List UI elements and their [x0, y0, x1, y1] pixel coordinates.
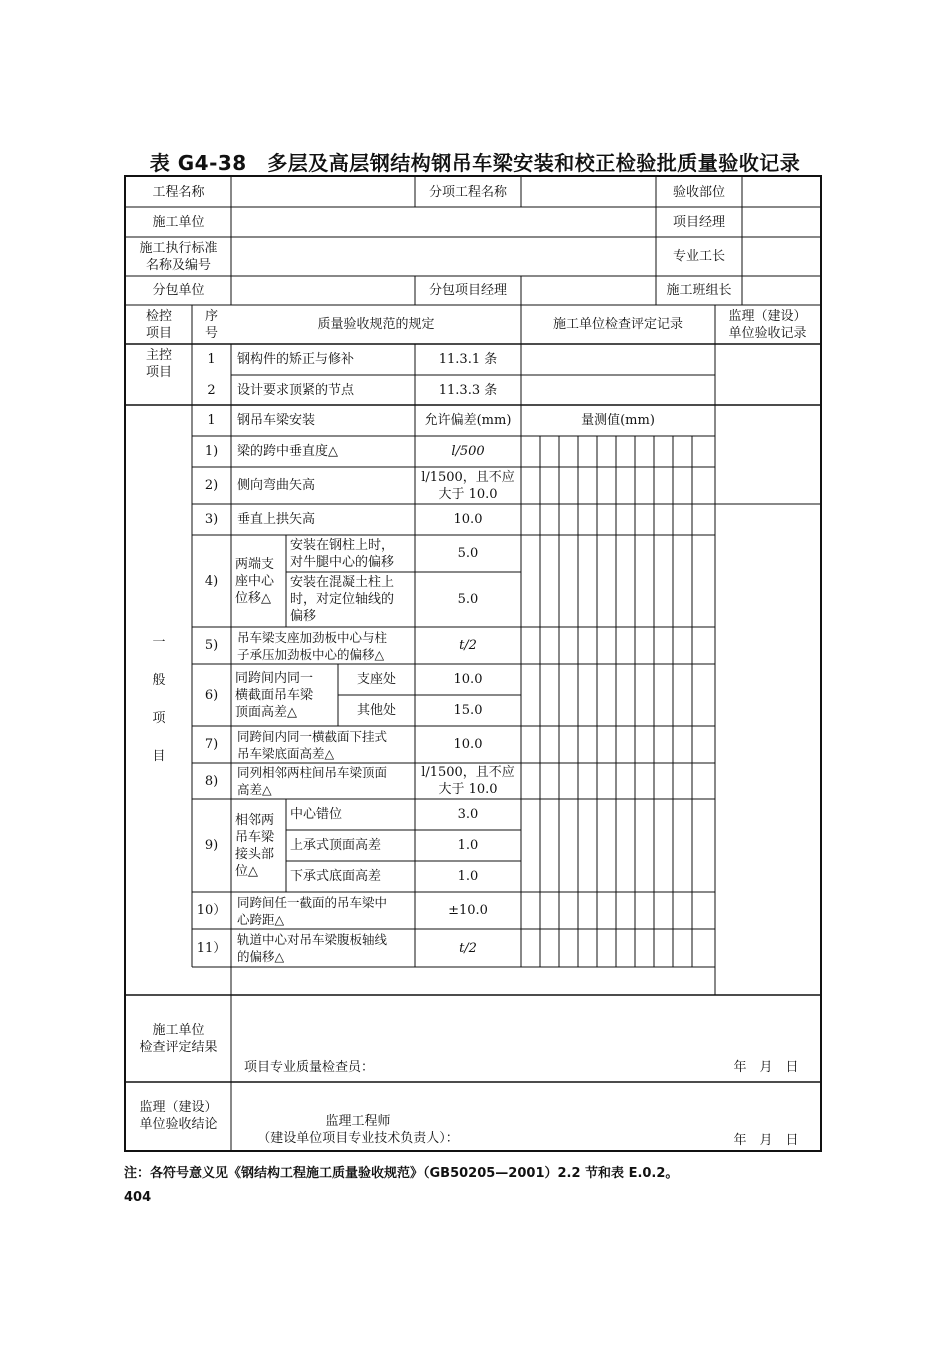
row-6-group: 同跨间内同一 横截面吊车梁 顶面高差△	[235, 670, 314, 720]
row-4-group: 两端支 座中心 位移△	[235, 556, 275, 606]
row-7-no: 7)	[204, 737, 219, 752]
page-title: 表 G4-38 多层及高层钢结构钢吊车梁安装和校正检验批质量验收记录	[149, 151, 801, 175]
row-4-no: 4)	[204, 573, 219, 589]
row-9-no: 9)	[204, 838, 219, 853]
sub-project-manager-label: 分包项目经理	[428, 283, 507, 298]
row-9b-value: 1.0	[457, 838, 479, 853]
row-5-value: t/2	[459, 638, 477, 653]
standard-name-input[interactable]	[231, 237, 656, 276]
row-4b-value: 5.0	[457, 592, 479, 607]
main-row-1-name: 钢构件的矫正与修补	[237, 352, 355, 367]
row-11-no: 11）	[196, 940, 227, 956]
main-row-1-no: 1	[207, 352, 216, 367]
row-1-name: 梁的跨中垂直度△	[237, 444, 338, 459]
row-2-no: 2)	[204, 478, 219, 493]
row-4a-name: 安装在钢柱上时， 对牛腿中心的偏移	[290, 537, 395, 570]
subcontractor-label: 分包单位	[152, 283, 205, 298]
project-manager-label: 项目经理	[672, 214, 725, 230]
row-2-value: l/1500，且不应 大于 10.0	[421, 469, 515, 502]
row-9b-name: 上承式顶面高差	[290, 838, 382, 853]
row-9-group: 相邻两 吊车梁 接头部 位△	[235, 812, 275, 879]
main-row-2-clause: 11.3.3 条	[438, 382, 498, 398]
row-10-no: 10）	[196, 903, 227, 918]
row-8-name: 同列相邻两柱间吊车梁顶面 高差△	[237, 765, 388, 797]
row-9c-value: 1.0	[457, 869, 479, 884]
acceptance-part-label: 验收部位	[672, 184, 725, 200]
team-leader-label: 施工班组长	[666, 283, 732, 298]
construction-result-label: 施工单位 检查评定结果	[139, 1022, 218, 1055]
row-10-name: 同跨间任一截面的吊车梁中 心跨距△	[237, 894, 388, 927]
row-3-name: 垂直上拱矢高	[237, 512, 316, 527]
row-5-no: 5)	[204, 638, 219, 653]
construction-unit-label: 施工单位	[152, 214, 205, 230]
supervision-engineer-label: 监理工程师 （建设单位项目专业技术负责人）：	[257, 1114, 459, 1146]
general-label-1: 一	[152, 634, 166, 650]
main-control-label: 主控 项目	[145, 348, 172, 380]
standard-name-label: 施工执行标准 名称及编号	[139, 240, 218, 273]
row-1-no: 1)	[204, 444, 219, 459]
supervision-date: 年 月 日	[733, 1132, 799, 1148]
row-9a-name: 中心错位	[290, 807, 343, 822]
row-9a-value: 3.0	[457, 807, 479, 822]
construction-date: 年 月 日	[733, 1059, 799, 1075]
main-row-2-no: 2	[207, 382, 216, 398]
project-name-input[interactable]	[231, 177, 415, 207]
project-manager-input[interactable]	[742, 207, 820, 237]
row-9c-name: 下承式底面高差	[290, 869, 382, 884]
row-3-no: 3)	[204, 512, 219, 527]
row-1-value: l/500	[451, 444, 485, 459]
tolerance-header: 允许偏差(mm)	[424, 413, 512, 428]
row-8-value: l/1500，且不应 大于 10.0	[421, 765, 515, 797]
supervision-record-general-field[interactable]	[715, 504, 820, 995]
team-leader-input[interactable]	[742, 276, 820, 305]
general-label-4: 目	[152, 748, 166, 764]
sub-project-name-label: 分项工程名称	[428, 184, 507, 200]
row-10-value: ±10.0	[448, 903, 488, 918]
row-4b-name: 安装在混凝土柱上 时，对定位轴线的 偏移	[290, 575, 395, 624]
col-seq: 序 号	[204, 308, 218, 341]
quality-inspector-label: 项目专业质量检查员：	[244, 1059, 375, 1075]
main-row-1-clause: 11.3.1 条	[438, 352, 498, 367]
subcontractor-input[interactable]	[231, 276, 415, 305]
inspection-record-table	[124, 175, 822, 1152]
row-6b-name: 其他处	[356, 703, 396, 718]
row-6b-value: 15.0	[453, 703, 483, 718]
sub-project-name-input[interactable]	[521, 177, 656, 207]
measured-header: 量测值(mm)	[581, 413, 655, 428]
sub-project-manager-input[interactable]	[521, 276, 656, 305]
row-11-value: t/2	[459, 940, 477, 956]
foreman-label: 专业工长	[672, 249, 725, 264]
row-3-value: 10.0	[453, 512, 483, 527]
construction-unit-input[interactable]	[231, 207, 656, 237]
foreman-input[interactable]	[742, 237, 820, 276]
supervision-record-main-field[interactable]	[715, 344, 820, 504]
row-2-name: 侧向弯曲矢高	[237, 478, 316, 493]
row-11-name: 轨道中心对吊车梁腹板轴线 的偏移△	[237, 932, 388, 964]
project-name-label: 工程名称	[152, 184, 205, 200]
col-spec: 质量验收规范的规定	[317, 317, 435, 332]
row-5-name: 吊车梁支座加劲板中心与柱 子承压加劲板中心的偏移△	[237, 629, 388, 662]
row-6a-name: 支座处	[356, 672, 396, 687]
general-label-3: 项	[152, 710, 166, 726]
supervision-conclusion-label: 监理（建设） 单位验收结论	[139, 1100, 218, 1132]
general-row-1-no: 1	[207, 413, 216, 428]
row-6-no: 6)	[204, 687, 219, 703]
footnote: 注：各符号意义见《钢结构工程施工质量验收规范》（GB50205—2001）2.2 节和表 E.0.2。	[124, 1166, 679, 1181]
main-row-2-name: 设计要求顶紧的节点	[237, 382, 355, 398]
row-4a-value: 5.0	[457, 546, 479, 561]
measured-value-grid	[540, 436, 692, 967]
col-supervision-record: 监理（建设） 单位验收记录	[728, 308, 807, 341]
row-7-value: 10.0	[453, 737, 483, 752]
general-row-1-name: 钢吊车梁安装	[237, 413, 316, 428]
acceptance-part-input[interactable]	[742, 177, 820, 207]
general-label-2: 般	[152, 672, 166, 688]
row-8-no: 8)	[204, 773, 219, 789]
col-check-record: 施工单位检查评定记录	[552, 317, 683, 332]
row-6a-value: 10.0	[453, 672, 483, 687]
col-item-type: 检控 项目	[145, 308, 172, 341]
page-number: 404	[124, 1190, 152, 1205]
row-7-name: 同跨间内同一横截面下挂式 吊车梁底面高差△	[237, 728, 388, 761]
